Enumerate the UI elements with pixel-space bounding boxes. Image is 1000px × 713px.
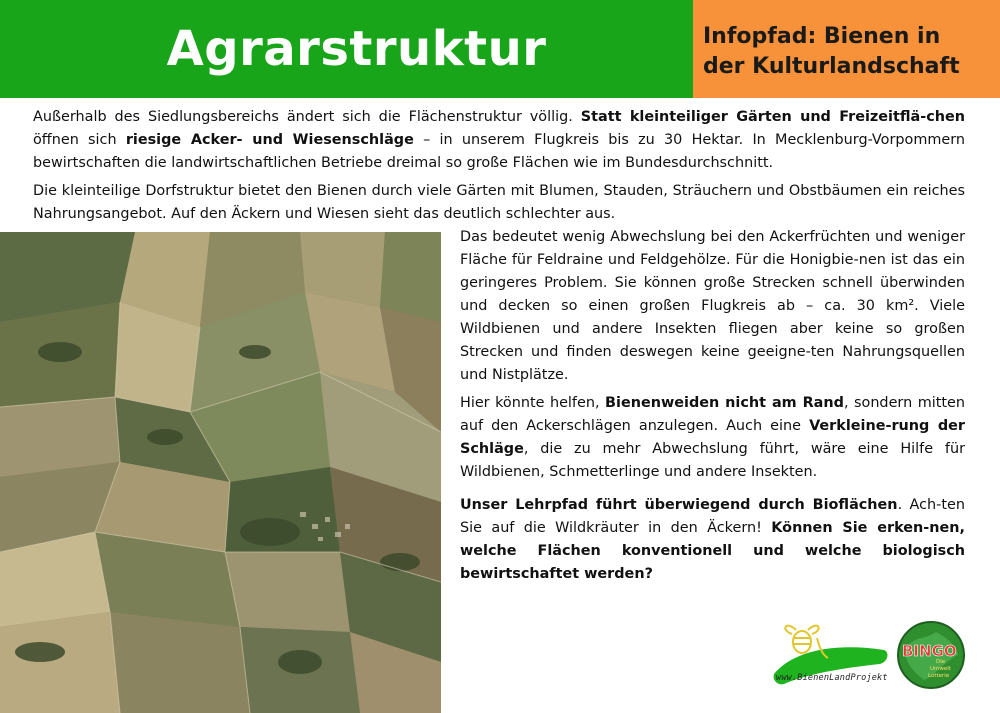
right-paragraph-2 — [460, 392, 965, 484]
text-span: , die zu mehr Abwechslung führt, wäre eine Hilfe für Wildbienen, Schmetterlinge und andere Insekten. — [460, 441, 965, 480]
bingo-word: BINGO — [902, 642, 957, 660]
aerial-photo-farmland-icon — [0, 232, 441, 713]
bold-span: Können Sie erken-nen, welche Flächen konventionell und welche biologisch bewirtschaftet werden? — [460, 520, 965, 582]
bold-span: riesige Acker- und Wiesenschläge — [125, 132, 414, 148]
right-paragraph-3 — [460, 494, 965, 586]
bold-span: Unser Lehrpfad führt überwiegend durch Bioflächen — [460, 497, 898, 513]
bold-span: Bienenweiden nicht am Rand — [605, 395, 844, 411]
bienenland-url: www.BienenLandProjekt — [776, 673, 888, 683]
text-span: . Ach-ten Sie auf die Wildkräuter in den Äckern! — [460, 497, 965, 536]
page-subtitle — [703, 22, 993, 82]
intro-paragraph-2: Die kleinteilige Dorfstruktur bietet den Bienen durch viele Gärten mit Blumen, Stauden, Sträuchern und Obstbäumen ein reiches Nahrungsangebot. Auf den Äckern und Wiesen sieht das deutlich schlechter aus. — [33, 183, 965, 222]
bold-span: Verkleine-rung der Schläge — [460, 418, 965, 457]
aerial-photo — [0, 232, 441, 713]
intro-paragraph-1 — [33, 106, 965, 175]
text-span: – in unserem Flugkreis bis zu 30 Hektar. In Mecklenburg-Vorpommern bewirtschaften die landwirtschaftlichen Betriebe dreimal so große Flächen wie im Bundesdurchschnitt. — [33, 132, 965, 171]
page-title: Agrarstruktur — [166, 21, 547, 77]
right-paragraph-1: Das bedeutet wenig Abwechslung bei den Ackerfrüchten und weniger Fläche für Feldraine und Feldgehölze. Für die Honigbie-nen ist das ein geringeres Problem. Sie können große Strecken schnell überwinden und decken so einen großen Flugkreis ab – ca. 30 km². Viele Wildbienen und andere Insekten fliegen aber keine so großen Strecken und finden deswegen keine geeigne-ten Nahrungsquellen und Nistplätze. — [460, 229, 965, 383]
bingo-sub-2: Umwelt — [930, 666, 951, 672]
bingo-sub-1: Die — [936, 659, 946, 665]
bold-span: Statt kleinteiliger Gärten und Freizeitflä-chen — [580, 109, 965, 125]
text-span: Außerhalb des Siedlungsbereichs ändert sich die Flächenstruktur völlig. — [33, 109, 581, 125]
right-column-text — [460, 226, 965, 591]
intro-text — [33, 106, 965, 231]
subtitle-line-1: Infopfad: Bienen in — [703, 24, 941, 49]
bingo-sub-3: Lotterie — [928, 673, 950, 679]
subtitle-line-2: der Kulturlandschaft — [703, 54, 960, 79]
bingo-globe-icon — [896, 620, 966, 690]
text-span: , sondern mitten auf den Ackerschlägen anzulegen. Auch eine — [460, 395, 965, 434]
text-span: Hier könnte helfen, — [460, 395, 606, 411]
text-span: öffnen sich — [33, 132, 126, 148]
